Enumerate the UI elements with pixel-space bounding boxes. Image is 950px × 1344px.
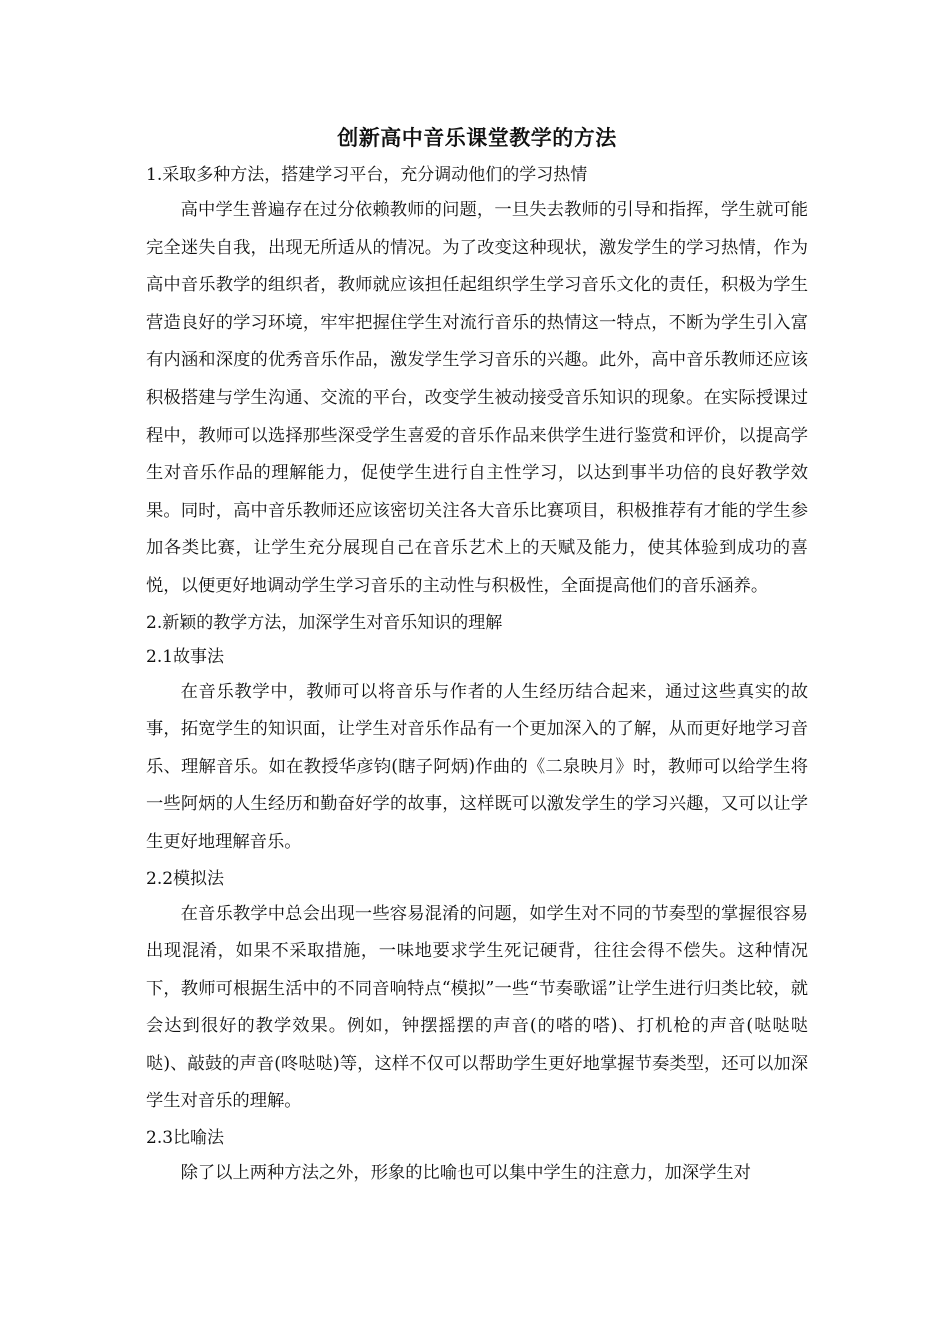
subsection-2-2-paragraph: 在音乐教学中总会出现一些容易混淆的问题，如学生对不同的节奏型的掌握很容易出现混淆，如果不采取措施，一味地要求学生死记硬背，往往会得不偿失。这种情况下，教师可根据生活中的不同音响特点“模拟”一些“节奏歌谣”让学生进行归类比较，就会达到很好的教学效果。例如，钟摆摇摆的声音(的嗒的嗒)、打机枪的声音(哒哒哒哒)、敲鼓的声音(咚哒哒)等，这样不仅可以帮助学生更好地掌握节奏类型，还可以加深学生对音乐的理解。 (146, 903, 808, 1112)
subsection-heading-2-2: 2.2模拟法 (146, 868, 225, 889)
document-page (146, 118, 808, 1193)
section-heading-1: 1.采取多种方法，搭建学习平台，充分调动他们的学习热情 (146, 165, 588, 185)
subsection-2-1-paragraph: 在音乐教学中，教师可以将音乐与作者的人生经历结合起来，通过这些真实的故事，拓宽学生的知识面，让学生对音乐作品有一个更加深入的了解，从而更好地学习音乐、理解音乐。如在教授华彦钧(瞎子阿炳)作曲的《二泉映月》时，教师可以给学生将一些阿炳的人生经历和勤奋好学的故事，这样既可以激发学生的学习兴趣，又可以让学生更好地理解音乐。 (146, 681, 808, 852)
section-heading-2: 2.新颖的教学方法，加深学生对音乐知识的理解 (146, 612, 503, 633)
subsection-2-3-paragraph: 除了以上两种方法之外，形象的比喻也可以集中学生的注意力，加深学生对 (180, 1163, 751, 1184)
subsection-heading-2-1: 2.1故事法 (146, 646, 225, 667)
section-1-paragraph: 高中学生普遍存在过分依赖教师的问题，一旦失去教师的引导和指挥，学生就可能完全迷失自我，出现无所适从的情况。为了改变这种现状，激发学生的学习热情，作为高中音乐教学的组织者，教师就应该担任起组织学生学习音乐文化的责任，积极为学生营造良好的学习环境，牢牢把握住学生对流行音乐的热情这一特点，不断为学生引入富有内涵和深度的优秀音乐作品，激发学生学习音乐的兴趣。此外，高中音乐教师还应该积极搭建与学生沟通、交流的平台，改变学生被动接受音乐知识的现象。在实际授课过程中，教师可以选择那些深受学生喜爱的音乐作品来供学生进行鉴赏和评价，以提高学生对音乐作品的理解能力，促使学生进行自主性学习，以达到事半功倍的良好教学效果。同时，高中音乐教师还应该密切关注各大音乐比赛项目，积极推荐有才能的学生参加各类比赛，让学生充分展现自己在音乐艺术上的天赋及能力，使其体验到成功的喜悦，以便更好地调动学生学习音乐的主动性与积极性，全面提高他们的音乐涵养。 (146, 200, 808, 596)
document-title: 创新高中音乐课堂教学的方法 (337, 125, 617, 150)
subsection-heading-2-3: 2.3比喻法 (146, 1128, 225, 1149)
